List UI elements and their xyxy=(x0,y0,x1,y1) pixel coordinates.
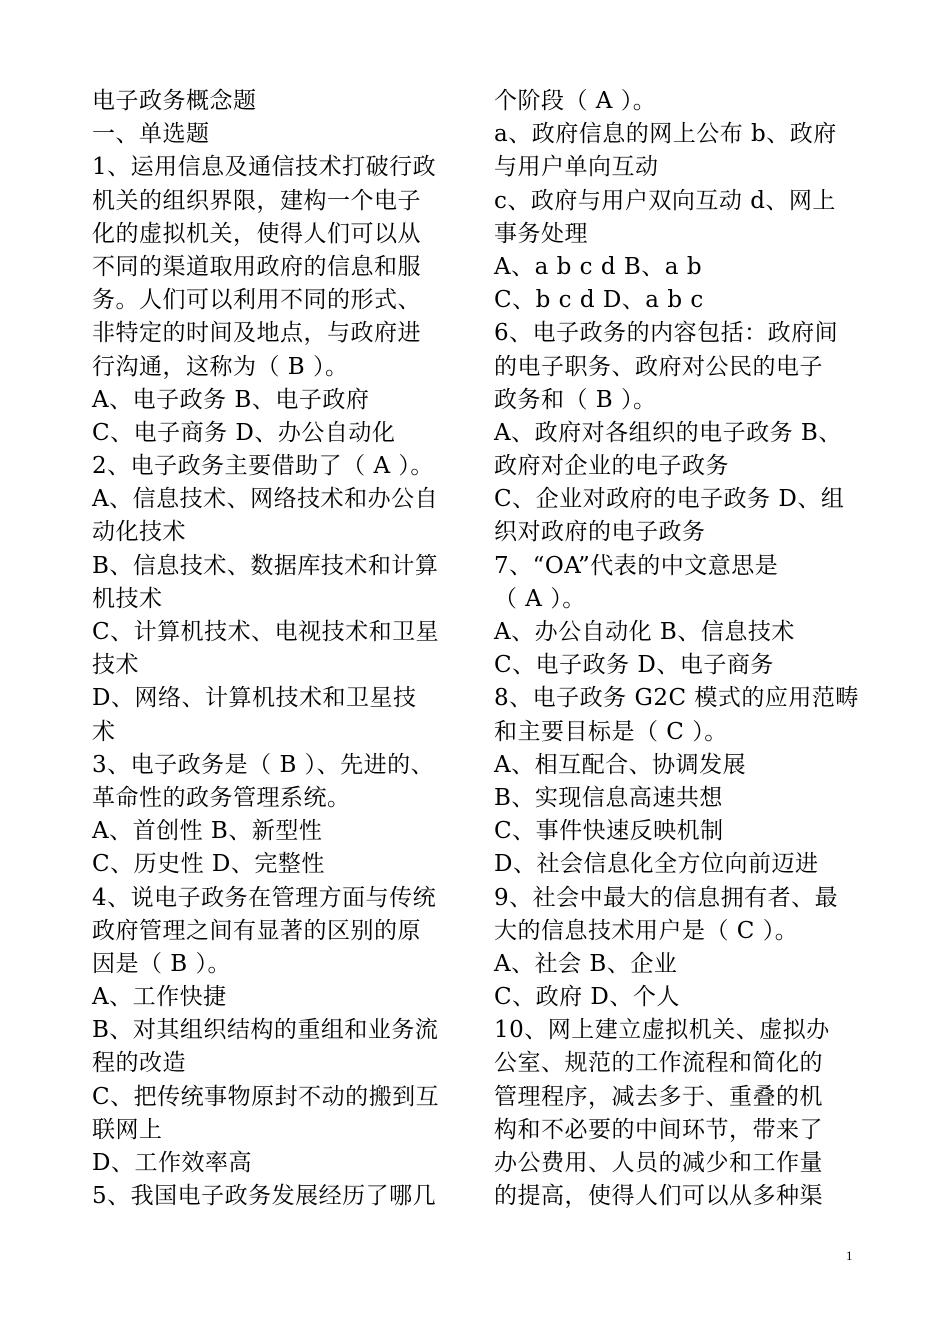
text-line: 术 xyxy=(92,718,116,745)
text-line: 10、网上建立虚拟机关、虚拟办 xyxy=(494,1017,830,1044)
text-line: 个阶段（ A ）。 xyxy=(494,88,657,114)
text-line: 管理程序，减去多于、重叠的机 xyxy=(494,1083,823,1110)
right-column xyxy=(494,85,869,1213)
text-line: 联网上 xyxy=(92,1116,163,1143)
text-line: 5、我国电子政务发展经历了哪几 xyxy=(92,1183,437,1210)
text-line: B、信息技术、数据库技术和计算 xyxy=(92,552,439,579)
text-line: A、a b c d B、a b xyxy=(494,253,703,280)
text-line: D、工作效率高 xyxy=(92,1150,252,1176)
text-line: A、办公自动化 B、信息技术 xyxy=(494,619,795,645)
text-line: C、企业对政府的电子政务 D、组 xyxy=(494,486,845,513)
text-line: 的提高，使得人们可以从多种渠 xyxy=(494,1183,823,1210)
text-line: 革命性的政务管理系统。 xyxy=(92,784,351,811)
text-line: 机关的组织界限，建构一个电子 xyxy=(92,187,421,214)
text-line: 政务和（ B ）。 xyxy=(494,386,657,413)
text-line: D、社会信息化全方位向前迈进 xyxy=(494,851,819,878)
text-line: C、b c d D、a b c xyxy=(494,287,704,314)
text-line: 程的改造 xyxy=(92,1050,186,1077)
text-line: C、历史性 D、完整性 xyxy=(92,851,325,878)
text-line: 与用户单向互动 xyxy=(494,154,659,181)
text-line: 动化技术 xyxy=(92,519,186,546)
text-line: 事务处理 xyxy=(494,220,588,247)
text-line: 6、电子政务的内容包括：政府间 xyxy=(494,320,839,347)
text-line: 行沟通，这称为（ B ）。 xyxy=(92,353,349,380)
text-line: A、首创性 B、新型性 xyxy=(92,818,323,845)
text-line: 织对政府的电子政务 xyxy=(494,519,706,546)
text-line: 因是（ B ）。 xyxy=(92,950,232,977)
text-line: （ A ）。 xyxy=(494,585,586,612)
text-line: B、实现信息高速共想 xyxy=(494,784,723,811)
text-line: 1、运用信息及通信技术打破行政 xyxy=(92,154,437,181)
text-line: 政府对企业的电子政务 xyxy=(494,453,729,480)
text-line: C、电子商务 D、办公自动化 xyxy=(92,419,396,446)
text-line: 2、电子政务主要借助了（ A ）。 xyxy=(92,453,434,480)
text-line: D、网络、计算机技术和卫星技 xyxy=(92,685,417,712)
text-line: 构和不必要的中间环节，带来了 xyxy=(494,1116,823,1143)
text-line: 4、说电子政务在管理方面与传统 xyxy=(92,884,437,911)
text-line: 8、电子政务 G2C 模式的应用范畴 xyxy=(494,685,859,712)
text-line: a、政府信息的网上公布 b、政府 xyxy=(494,121,837,148)
text-line: 公室、规范的工作流程和简化的 xyxy=(494,1050,823,1077)
text-line: 一、单选题 xyxy=(92,121,210,148)
text-line: C、政府 D、个人 xyxy=(494,984,680,1011)
text-line: 7、“OA”代表的中文意思是 xyxy=(494,552,779,579)
text-line: 化的虚拟机关，使得人们可以从 xyxy=(92,220,421,247)
text-line: 9、社会中最大的信息拥有者、最 xyxy=(494,884,839,911)
text-line: A、相互配合、协调发展 xyxy=(494,751,747,778)
text-line: 的电子职务、政府对公民的电子 xyxy=(494,353,823,380)
text-line: 3、电子政务是（ B ）、先进的、 xyxy=(92,751,435,778)
text-line: c、政府与用户双向互动 d、网上 xyxy=(494,187,836,214)
text-line: C、电子政务 D、电子商务 xyxy=(494,652,774,679)
text-line: A、信息技术、网络技术和办公自 xyxy=(92,486,439,513)
text-line: 不同的渠道取用政府的信息和服 xyxy=(92,253,421,280)
text-line: 电子政务概念题 xyxy=(92,88,257,114)
text-line: 政府管理之间有显著的区别的原 xyxy=(92,917,421,944)
text-line: B、对其组织结构的重组和业务流 xyxy=(92,1017,439,1044)
text-line: C、计算机技术、电视技术和卫星 xyxy=(92,619,440,645)
text-line: 机技术 xyxy=(92,585,163,612)
text-line: 务。人们可以利用不同的形式、 xyxy=(92,287,421,314)
left-column xyxy=(92,85,467,1213)
text-line: A、电子政务 B、电子政府 xyxy=(92,386,370,413)
text-line: 技术 xyxy=(92,652,139,679)
text-line: 和主要目标是（ C ）。 xyxy=(494,718,728,745)
page-number: 1 xyxy=(846,1248,853,1263)
text-line: A、工作快捷 xyxy=(92,984,227,1011)
text-line: 办公费用、人员的减少和工作量 xyxy=(494,1150,823,1176)
text-line: C、事件快速反映机制 xyxy=(494,818,724,845)
text-line: 大的信息技术用户是（ C ）。 xyxy=(494,917,799,944)
text-line: A、社会 B、企业 xyxy=(494,950,678,977)
text-line: C、把传统事物原封不动的搬到互 xyxy=(92,1083,440,1110)
text-line: A、政府对各组织的电子政务 B、 xyxy=(494,419,842,446)
text-line: 非特定的时间及地点，与政府进 xyxy=(92,320,421,347)
